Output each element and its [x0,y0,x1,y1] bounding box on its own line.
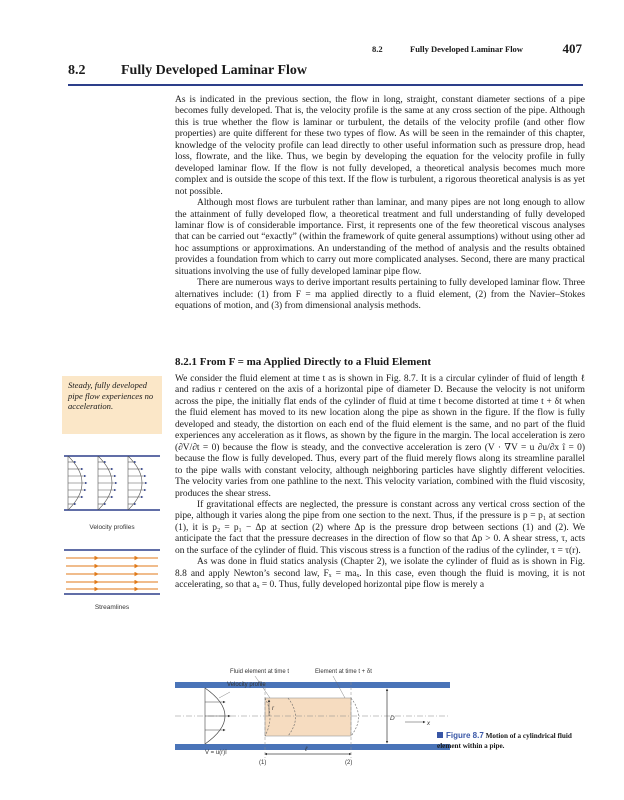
fluid-element [265,698,351,736]
margin-note: Steady, fully developed pipe flow experiences no acceleration. [62,376,162,434]
velocity-profiles-figure [62,452,162,512]
label-velocity-v: V = u(r)î [205,750,227,756]
label-element-tdt: Element at time t + δt [315,669,372,675]
paragraph: We consider the fluid element at time t as is shown in Fig. 8.7. It is a circular cylinder of fluid of length ℓ and radius r centered on the axis of a horizontal pipe of diameter D. Because the velocity is not uniform across the pipe, the initially flat ends of the cylinder of fluid at time t become distorted at time t + δt when the fluid element has moved to its new location along the pipe as shown in the figure. If the flow is fully developed and steady, the distortion on each end of the fluid element is the same, and no part of the fluid experiences any acceleration as it flows, as shown by the figure in the margin. The local acceleration is zero (∂V/∂t = 0) because the flow is steady, and the convective acceleration is zero (V · ∇V = u ∂u/∂x î = 0) because the flow is fully developed. Thus, every part of the fluid merely flows along its streamline parallel to the pipe walls with constant velocity, although neighboring particles have slightly different velocities. The velocity varies from one pathline to the next. This velocity variation, combined with the fluid viscosity, produces the shear stress. [175,374,585,499]
label-section-2: (2) [345,760,353,766]
section-number: 8.2 [68,63,86,78]
label-velocity-profile: Velocity profile [227,682,266,688]
figure-label: Figure 8.7 [446,731,484,740]
section-title: Fully Developed Laminar Flow [121,63,308,78]
figure-caption [437,731,597,751]
velocity-profiles-caption: Velocity profiles [89,524,135,531]
figure-caption-text: Motion of a cylindrical fluid element within a pipe. [437,732,572,750]
velocity-profiles-drawing [62,452,162,514]
streamlines-figure [62,548,162,596]
label-r: r [272,706,274,712]
paragraph: As was done in fluid statics analysis (Chapter 2), we isolate the cylinder of fluid as is shown in Fig. 8.8 and apply Newton’s second law, Fₓ = maₓ. In this case, even though the fluid is moving, it is not accelerating, so that aₓ = 0. Thus, fully developed horizontal pipe flow is merely a [175,557,585,591]
label-x: x [427,721,430,727]
subsection-title: 8.2.1 From F = ma Applied Directly to a Fluid Element [175,356,431,368]
running-head [370,42,582,56]
section-rule [68,84,583,86]
label-length: ℓ [305,746,308,753]
intro-text [175,95,585,313]
running-head-section: 8.2 [372,44,383,54]
main-text [175,374,585,592]
paragraph: There are numerous ways to derive important results pertaining to fully developed laminar flow. Three alternatives include: (1) from F = ma applied directly to a fluid element, (2) from the Navier–Stokes equations of motion, and (3) from dimensional analysis methods. [175,278,585,312]
caption-square-icon [437,732,443,738]
running-head-title: Fully Developed Laminar Flow [410,44,523,54]
page-number: 407 [562,41,582,56]
paragraph: Although most flows are turbulent rather than laminar, and many pipes are not long enough to allow the attainment of fully developed flow, a theoretical treatment and full understanding of fully developed laminar flow is of considerable importance. First, it represents one of the few theoretical viscous analyses that can be carried out “exactly” (within the framework of quite general assumptions) without using other ad hoc assumptions or approximations. An understanding of the method of analysis and the results obtained provides a foundation from which to carry out more complicated analyses. Second, there are many practical situations involving the use of fully developed laminar pipe flow. [175,198,585,277]
label-fluid-element-t: Fluid element at time t [230,669,290,675]
pipe-wall-top [175,682,450,688]
paragraph: As is indicated in the previous section, the flow in long, straight, constant diameter sections of a pipe becomes fully developed. That is, the velocity profile is the same at any cross section of the pipe. Although this is true whether the flow is laminar or turbulent, the details of the velocity profile (and other flow properties) are quite different for these two types of flow. As will be seen in the remainder of this chapter, knowledge of the velocity profile can lead directly to other useful information such as pressure drop, head loss, flowrate, and the like. Thus, we begin by developing the equation for the velocity profile in fully developed laminar flow. If the flow is not fully developed, a theoretical analysis becomes much more complex and is outside the scope of this text. If the flow is turbulent, a rigorous theoretical analysis is as yet not possible. [175,95,585,197]
label-D: D [390,715,395,722]
streamlines-caption: Streamlines [94,604,130,611]
streamlines-drawing [62,548,162,596]
paragraph: If gravitational effects are neglected, the pressure is constant across any vertical cross section of the pipe, although it varies along the pipe from one section to the next. Thus, if the pressure is p = p₁ at section (1), it is p₂ = p₁ − Δp at section (2) where Δp is the pressure drop between sections (1) and (2). We anticipate the fact that the pressure decreases in the direction of flow so that Δp > 0. A shear stress, τ, acts on the surface of the cylinder of fluid. This viscous stress is a function of the radius of the cylinder, τ = τ(r). [175,499,585,556]
fluid-element-diagram [175,662,450,766]
label-section-1: (1) [259,760,267,766]
figure-8-7 [175,662,450,766]
